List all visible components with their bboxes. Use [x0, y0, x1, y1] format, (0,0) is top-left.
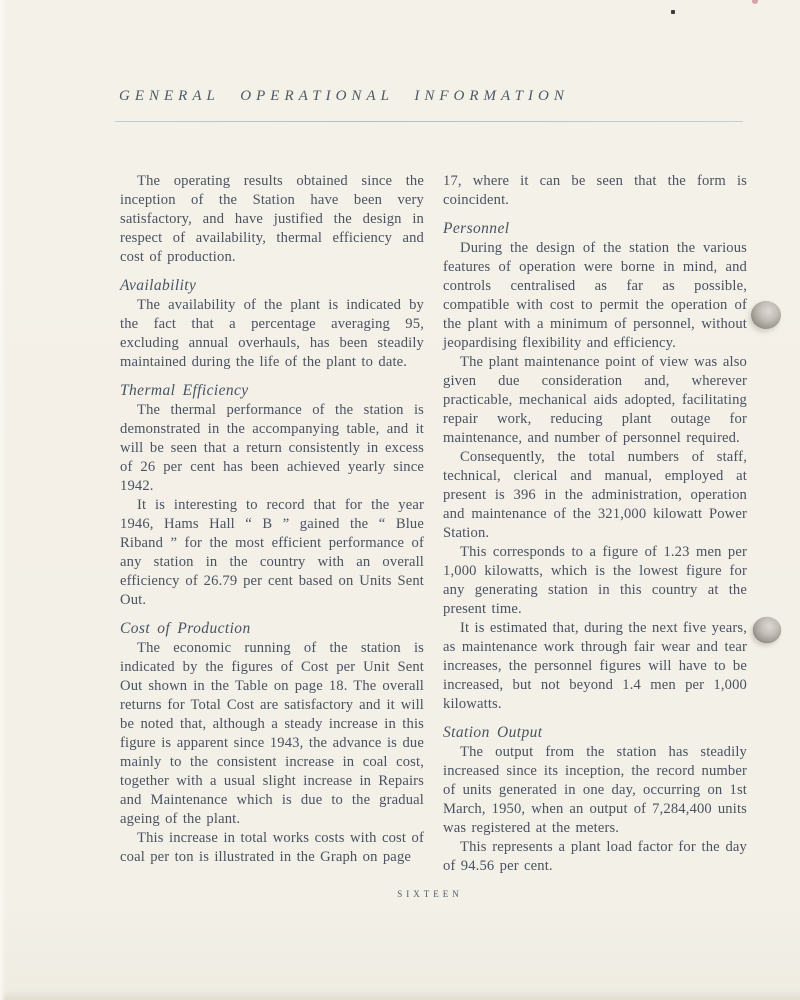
- section-heading-thermal-efficiency: Thermal Efficiency: [120, 382, 249, 399]
- right-column: [443, 172, 747, 876]
- paragraph-record-output: The output from the station has steadily increased since its inception, the record number of units generated in one day, occurring on 1st March, 1950, when an output of 7,284,400 units was registered at the meters.: [443, 744, 747, 836]
- paragraph-load-factor: This represents a plant load factor for the day of 94.56 per cent.: [443, 839, 747, 874]
- header-rule: [115, 121, 743, 122]
- paragraph-blue-riband: It is interesting to record that for the year 1946, Hams Hall “ B ” gained the “ Blue Riband ” for the most efficient performance of any station in the country with an overall efficiency of 26.79 per cent based on Units Sent Out.: [120, 497, 424, 608]
- page-number-word: SIXTEEN: [397, 889, 463, 899]
- paragraph-station-design: During the design of the station the various features of operation were borne in mind, and controls centralised as far as possible, compatible with cost to permit the operation of the plant with a minimum of personnel, without jeopardising flexibility and efficiency.: [443, 240, 747, 351]
- left-column: [120, 172, 424, 867]
- paragraph-five-year-estimate: It is estimated that, during the next five years, as maintenance work through fair wear and tear increases, the personnel figures will have to be increased, but not beyond 1.4 men per 1,000 kilowatts.: [443, 620, 747, 712]
- paragraph-operating-results: The operating results obtained since the inception of the Station have been very satisfactory, and have justified the design in respect of availability, thermal efficiency and cost of production.: [120, 173, 424, 265]
- section-heading-station-output: Station Output: [443, 724, 543, 741]
- paragraph-economic-running: The economic running of the station is indicated by the figures of Cost per Unit Sent Out shown in the Table on page 18. The overall returns for Total Cost are satisfactory and it will be noted that, although a steady increase in this figure is apparent since 1943, the advance is due mainly to the consistent increase in coal cost, together with a usual slight increase in Repairs and Maintenance which is due to the gradual ageing of the plant.: [120, 640, 424, 827]
- section-heading-availability: Availability: [120, 277, 197, 294]
- paragraph-plant-maintenance: The plant maintenance point of view was also given due consideration and, wherever practicable, mechanical aids adopted, facilitating repair work, reducing plant outage for maintenance, and number of personnel required.: [443, 354, 747, 446]
- page-title: GENERAL OPERATIONAL INFORMATION: [119, 88, 569, 104]
- paragraph-works-costs: This increase in total works costs with cost of coal per ton is illustrated in the Graph on page: [120, 830, 424, 865]
- binding-stud-icon: [753, 617, 782, 644]
- paragraph-availability: The availability of the plant is indicated by the fact that a percentage averaging 95, excluding annual overhauls, has been steadily maintained during the life of the plant to date.: [120, 297, 424, 370]
- paragraph-staff-numbers: Consequently, the total numbers of staff, technical, clerical and manual, employed at present is 396 in the administration, operation and maintenance of the 321,000 kilowatt Power Station.: [443, 449, 747, 541]
- scan-edge-mark: [752, 0, 758, 4]
- section-heading-personnel: Personnel: [443, 220, 510, 237]
- binding-stud-icon: [751, 301, 781, 329]
- paragraph-graph-continuation: 17, where it can be seen that the form is coincident.: [443, 173, 747, 208]
- scan-speck-mark: [671, 10, 675, 14]
- section-heading-cost-of-production: Cost of Production: [120, 620, 251, 637]
- paragraph-men-per-kilowatt: This corresponds to a figure of 1.23 men per 1,000 kilowatts, which is the lowest figure for any generating station in this country at the present time.: [443, 544, 747, 617]
- paragraph-thermal-performance: The thermal performance of the station is demonstrated in the accompanying table, and it will be seen that a return consistently in excess of 26 per cent has been achieved yearly since 1942.: [120, 402, 424, 494]
